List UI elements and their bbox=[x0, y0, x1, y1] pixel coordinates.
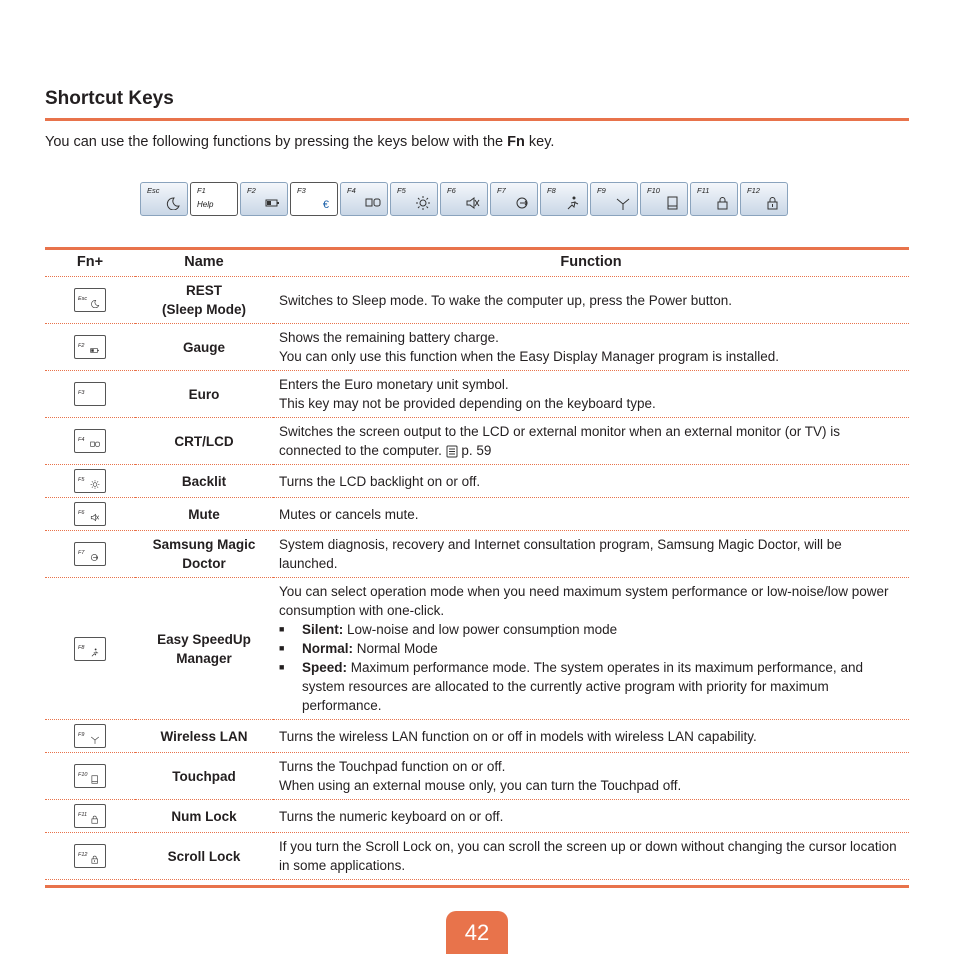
bullet-text: Silent: Low-noise and low power consumption mode bbox=[302, 622, 618, 637]
table-row bbox=[45, 720, 909, 753]
key-label: F12 bbox=[747, 186, 760, 195]
key-f5 bbox=[390, 182, 438, 216]
key-label: F3 bbox=[78, 390, 85, 396]
key-f4 bbox=[340, 182, 388, 216]
key-label: F2 bbox=[247, 186, 256, 195]
shortcut-function bbox=[273, 753, 909, 800]
page-number: 42 bbox=[446, 911, 508, 954]
shortcut-name-line: Scroll Lock bbox=[167, 848, 241, 864]
table-header-row bbox=[45, 248, 909, 277]
speedup-icon bbox=[565, 196, 581, 210]
key-f5-image bbox=[74, 469, 106, 493]
key-f10 bbox=[640, 182, 688, 216]
wireless-icon bbox=[615, 196, 631, 210]
bullet-term: Normal: bbox=[302, 641, 354, 656]
shortcut-name-line: REST bbox=[185, 283, 222, 298]
bullet-square-icon: ■ bbox=[279, 662, 285, 672]
key-label: F7 bbox=[497, 186, 506, 195]
function-line: Switches to Sleep mode. To wake the computer up, press the Power button. bbox=[279, 292, 733, 308]
shortcut-name-line: (Sleep Mode) bbox=[161, 302, 246, 317]
key-label: F12 bbox=[78, 852, 88, 858]
battery-icon bbox=[90, 346, 100, 355]
table-row bbox=[45, 531, 909, 578]
magic-doctor-icon bbox=[90, 553, 100, 562]
table-row bbox=[45, 371, 909, 418]
bullet-term: Silent: bbox=[302, 622, 344, 637]
manual-reference-icon bbox=[446, 445, 458, 458]
shortcut-name-line: Gauge bbox=[182, 339, 225, 355]
key-f1 bbox=[190, 182, 238, 216]
numlock-icon bbox=[90, 815, 100, 824]
bullet-item bbox=[279, 620, 901, 639]
key-label: F9 bbox=[78, 732, 85, 738]
bullet-text: Normal: Normal Mode bbox=[302, 641, 438, 656]
key-label: F7 bbox=[78, 550, 85, 556]
fn-key-cell bbox=[45, 753, 135, 800]
key-label: F10 bbox=[647, 186, 660, 195]
key-label: F5 bbox=[78, 477, 85, 483]
fn-key-cell bbox=[45, 498, 135, 531]
function-line: Turns the Touchpad function on or off. bbox=[279, 759, 506, 774]
fn-key-cell bbox=[45, 418, 135, 465]
key-f11 bbox=[690, 182, 738, 216]
key-label: F11 bbox=[697, 186, 710, 195]
table-bottom-rule bbox=[45, 885, 909, 888]
shortcut-name-line: Backlit bbox=[181, 473, 227, 489]
key-f12-image bbox=[74, 844, 106, 868]
key-label: F8 bbox=[547, 186, 556, 195]
key-f3-image bbox=[74, 382, 106, 406]
shortcut-function bbox=[273, 833, 909, 880]
shortcut-function bbox=[273, 371, 909, 418]
page-title: Shortcut Keys bbox=[45, 88, 174, 109]
shortcut-name-line: CRT/LCD bbox=[174, 433, 234, 449]
table-row bbox=[45, 833, 909, 880]
scrolllock-icon bbox=[765, 196, 781, 210]
intro-fn: Fn bbox=[507, 134, 525, 150]
table-row bbox=[45, 277, 909, 324]
shortcut-name-line: Samsung Magic bbox=[152, 537, 256, 552]
table-row bbox=[45, 578, 909, 720]
function-line: You can select operation mode when you need maximum system performance or low-noise/low power consumption with one-click. bbox=[279, 584, 889, 618]
table-row bbox=[45, 324, 909, 371]
key-f10-image bbox=[74, 764, 106, 788]
key-label: F4 bbox=[78, 437, 85, 443]
shortcut-name bbox=[135, 531, 273, 578]
wireless-icon bbox=[90, 735, 100, 744]
fn-key-cell bbox=[45, 371, 135, 418]
function-line: This key may not be provided depending on the keyboard type. bbox=[279, 396, 656, 411]
monitor-icon bbox=[365, 196, 381, 210]
mute-icon bbox=[465, 196, 481, 210]
key-f2-image bbox=[74, 335, 106, 359]
shortcut-name-line: Easy SpeedUp bbox=[157, 631, 251, 647]
header-function: Function bbox=[273, 248, 909, 277]
function-line: If you turn the Scroll Lock on, you can scroll the screen up or down without changing the cursor location in some applications. bbox=[279, 839, 897, 873]
function-line: Enters the Euro monetary unit symbol. bbox=[279, 377, 509, 392]
shortcut-name bbox=[135, 277, 273, 324]
shortcut-table bbox=[45, 248, 909, 880]
backlight-icon bbox=[415, 196, 431, 210]
shortcut-function bbox=[273, 800, 909, 833]
shortcut-function bbox=[273, 465, 909, 498]
shortcut-name-line: Mute bbox=[188, 506, 220, 522]
function-line: Switches the screen output to the LCD or external monitor when an external monitor (or TV) is connected to the computer. p. 59 bbox=[279, 424, 841, 458]
touchpad-icon bbox=[90, 775, 100, 784]
bullet-term: Speed: bbox=[302, 660, 348, 675]
key-label: Esc bbox=[78, 296, 88, 302]
shortcut-name bbox=[135, 753, 273, 800]
shortcut-name-line: Manager bbox=[176, 650, 232, 666]
monitor-icon bbox=[90, 440, 100, 449]
header-name: Name bbox=[135, 248, 273, 277]
euro-icon: € bbox=[322, 199, 329, 211]
battery-icon bbox=[265, 196, 281, 210]
key-f4-image bbox=[74, 429, 106, 453]
fn-key-cell bbox=[45, 833, 135, 880]
shortcut-function bbox=[273, 531, 909, 578]
table-row bbox=[45, 465, 909, 498]
intro-text bbox=[45, 134, 554, 150]
key-f9 bbox=[590, 182, 638, 216]
bullet-square-icon: ■ bbox=[279, 643, 285, 653]
backlight-icon bbox=[90, 480, 100, 489]
shortcut-function bbox=[273, 498, 909, 531]
key-label: F2 bbox=[78, 343, 85, 349]
function-line: Mutes or cancels mute. bbox=[279, 506, 419, 522]
key-esc-image bbox=[74, 288, 106, 312]
intro-before: You can use the following functions by pressing the keys below with the bbox=[45, 134, 508, 150]
function-line: Turns the LCD backlight on or off. bbox=[279, 473, 481, 489]
page-reference-link[interactable]: p. 59 bbox=[461, 443, 492, 458]
key-f6-image bbox=[74, 502, 106, 526]
key-label: F5 bbox=[397, 186, 406, 195]
function-line: Turns the numeric keyboard on or off. bbox=[279, 808, 504, 824]
key-label: Esc bbox=[147, 186, 160, 195]
shortcut-name bbox=[135, 465, 273, 498]
table-row bbox=[45, 418, 909, 465]
shortcut-name bbox=[135, 578, 273, 720]
key-f6 bbox=[440, 182, 488, 216]
key-f8 bbox=[540, 182, 588, 216]
table-row bbox=[45, 498, 909, 531]
fn-key-cell bbox=[45, 465, 135, 498]
table-row bbox=[45, 753, 909, 800]
touchpad-icon bbox=[665, 196, 681, 210]
fn-key-cell bbox=[45, 720, 135, 753]
shortcut-function bbox=[273, 418, 909, 465]
mute-icon bbox=[90, 513, 100, 522]
shortcut-function bbox=[273, 578, 909, 720]
fn-key-cell bbox=[45, 277, 135, 324]
shortcut-name bbox=[135, 418, 273, 465]
key-esc bbox=[140, 182, 188, 216]
shortcut-name bbox=[135, 833, 273, 880]
moon-icon bbox=[90, 299, 100, 308]
fn-key-cell bbox=[45, 324, 135, 371]
function-key-strip bbox=[140, 182, 788, 218]
magic-doctor-icon bbox=[515, 196, 531, 210]
key-f12 bbox=[740, 182, 788, 216]
shortcut-name bbox=[135, 324, 273, 371]
title-rule bbox=[45, 118, 909, 121]
key-label: F3 bbox=[297, 186, 306, 195]
scrolllock-icon bbox=[90, 855, 100, 864]
key-f7 bbox=[490, 182, 538, 216]
key-label: F1 bbox=[197, 186, 206, 195]
fn-key-cell bbox=[45, 578, 135, 720]
key-label: F6 bbox=[78, 510, 85, 516]
fn-key-cell bbox=[45, 800, 135, 833]
shortcut-name-line: Euro bbox=[188, 386, 220, 402]
bullet-text: Speed: Maximum performance mode. The system operates in its maximum performance, and system resources are allocated to the currently active program with priority for maximum performance. bbox=[302, 660, 863, 713]
moon-icon bbox=[165, 196, 181, 210]
key-label: F11 bbox=[78, 812, 88, 818]
shortcut-name bbox=[135, 498, 273, 531]
key-label: F6 bbox=[447, 186, 456, 195]
shortcut-name-line: Touchpad bbox=[172, 768, 236, 784]
function-line: Turns the wireless LAN function on or off in models with wireless LAN capability. bbox=[279, 728, 757, 744]
shortcut-function bbox=[273, 720, 909, 753]
numlock-icon bbox=[715, 196, 731, 210]
function-line: You can only use this function when the Easy Display Manager program is installed. bbox=[279, 349, 780, 364]
function-line: System diagnosis, recovery and Internet consultation program, Samsung Magic Doctor, will be launched. bbox=[279, 537, 842, 571]
table-row bbox=[45, 800, 909, 833]
bullet-square-icon: ■ bbox=[279, 624, 285, 634]
fn-key-cell bbox=[45, 531, 135, 578]
key-f9-image bbox=[74, 724, 106, 748]
bullet-item bbox=[279, 639, 901, 658]
key-f7-image bbox=[74, 542, 106, 566]
shortcut-name-line: Doctor bbox=[182, 556, 226, 571]
shortcut-name-line: Wireless LAN bbox=[160, 728, 248, 744]
key-label: F9 bbox=[597, 186, 606, 195]
key-f3 bbox=[290, 182, 338, 216]
key-f8-image bbox=[74, 637, 106, 661]
key-label: F4 bbox=[347, 186, 356, 195]
key-label: F8 bbox=[78, 644, 85, 651]
intro-after: key. bbox=[524, 134, 555, 150]
shortcut-name bbox=[135, 800, 273, 833]
shortcut-function bbox=[273, 324, 909, 371]
key-f11-image bbox=[74, 804, 106, 828]
shortcut-name bbox=[135, 720, 273, 753]
key-label: F10 bbox=[78, 772, 88, 778]
key-f2 bbox=[240, 182, 288, 216]
key-sublabel: Help bbox=[197, 200, 214, 209]
function-line: Shows the remaining battery charge. bbox=[279, 330, 499, 345]
function-line: When using an external mouse only, you can turn the Touchpad off. bbox=[279, 778, 682, 793]
shortcut-name bbox=[135, 371, 273, 418]
header-fn: Fn+ bbox=[45, 248, 135, 277]
shortcut-function bbox=[273, 277, 909, 324]
speedup-icon bbox=[90, 648, 100, 657]
shortcut-name-line: Num Lock bbox=[171, 808, 237, 824]
bullet-item bbox=[279, 658, 901, 715]
